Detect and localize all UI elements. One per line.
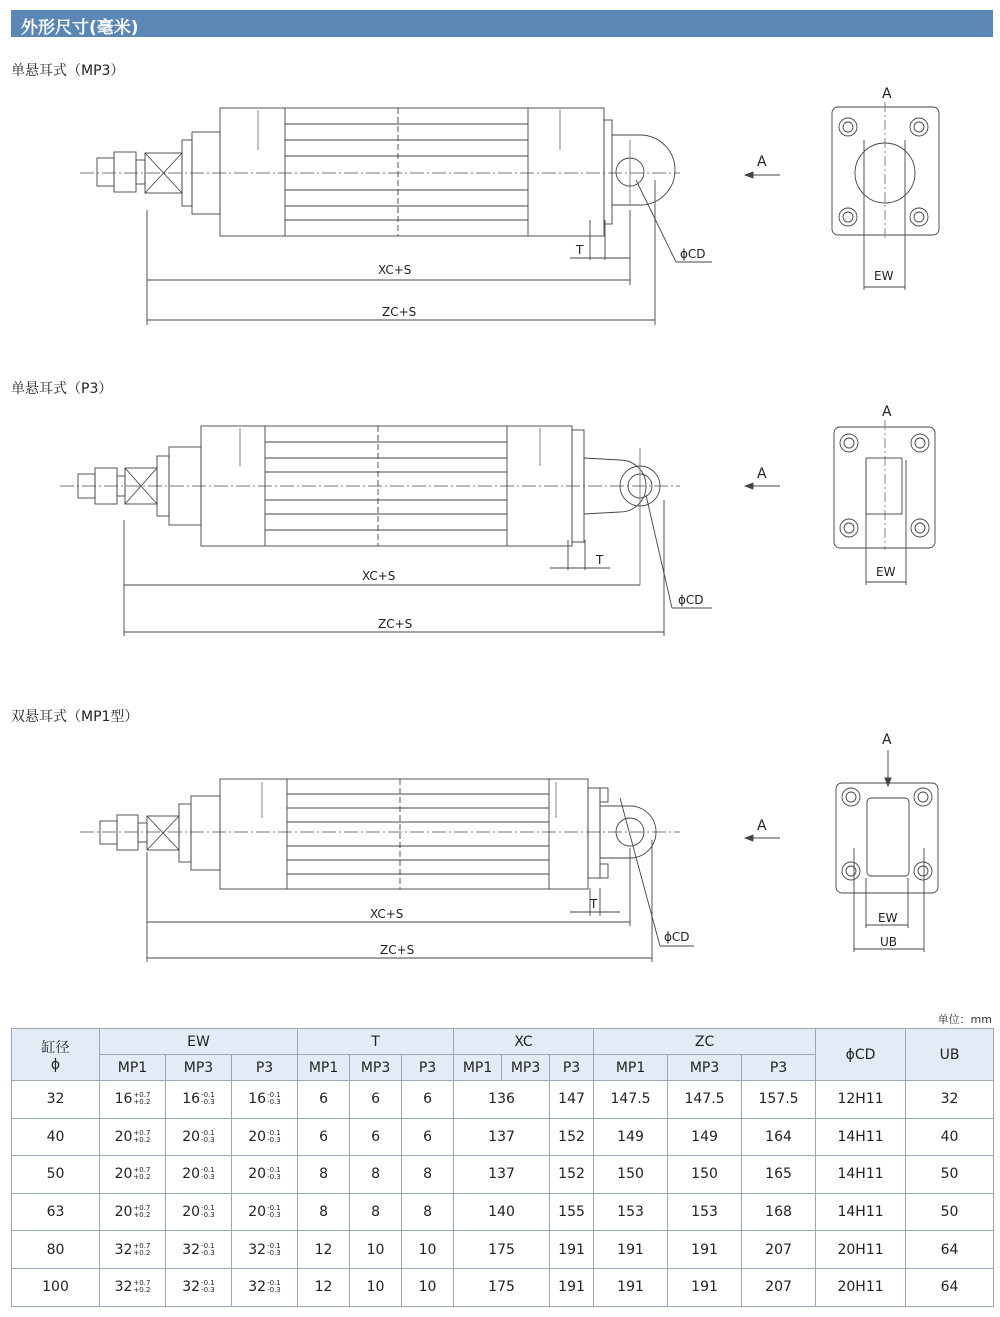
cell-ub: 64 (906, 1231, 994, 1269)
dim-zc-p3: ZC+S (378, 617, 413, 631)
header-ew: EW (100, 1029, 298, 1055)
table-row (12, 1193, 994, 1231)
table-row (12, 1081, 994, 1119)
tolerance: -0.1 -0.3 (267, 1091, 281, 1107)
tolerance: -0.1 -0.3 (201, 1128, 215, 1144)
cell-ew-mp1: 32 +0.7 +0.2 (100, 1268, 166, 1306)
cell-zc-mp1: 153 (594, 1193, 668, 1231)
cell-ew-p3: 20 -0.1 -0.3 (232, 1193, 298, 1231)
cell-t-mp1: 12 (298, 1268, 350, 1306)
sub-zc-mp1: MP1 (594, 1055, 668, 1081)
drawing-mp1 (0, 728, 1000, 968)
cell-bore: 32 (12, 1081, 100, 1119)
cell-xc-mp: 175 (454, 1231, 550, 1269)
table-body (12, 1081, 994, 1307)
cell-ew-mp1: 16 +0.7 +0.2 (100, 1081, 166, 1119)
cell-ew-mp3: 20 -0.1 -0.3 (166, 1118, 232, 1156)
tolerance: -0.1 -0.3 (267, 1279, 281, 1295)
cell-zc-p3: 168 (742, 1193, 816, 1231)
cell-ew-mp3: 20 -0.1 -0.3 (166, 1156, 232, 1194)
drawing-mp3 (0, 80, 1000, 335)
cell-ew-p3: 32 -0.1 -0.3 (232, 1231, 298, 1269)
cell-xc-mp: 140 (454, 1193, 550, 1231)
cell-zc-mp3: 147.5 (668, 1081, 742, 1119)
header-zc: ZC (594, 1029, 816, 1055)
cell-ew-mp1: 20 +0.7 +0.2 (100, 1118, 166, 1156)
arrow-a-p3: A (757, 466, 767, 482)
cell-cd: 14H11 (816, 1193, 906, 1231)
cell-xc-p3: 147 (550, 1081, 594, 1119)
section-label-mp3: 单悬耳式（MP3） (11, 63, 125, 79)
cell-t-mp1: 8 (298, 1193, 350, 1231)
tolerance: +0.7 +0.2 (133, 1204, 151, 1220)
cell-zc-mp1: 191 (594, 1231, 668, 1269)
drawing-p3 (0, 400, 1000, 645)
dim-cd-p3: ϕCD (678, 593, 704, 607)
cell-ub: 50 (906, 1156, 994, 1194)
cell-ew-p3: 20 -0.1 -0.3 (232, 1118, 298, 1156)
view-a-p3: A (882, 404, 892, 420)
header-bore: 缸径 ϕ (12, 1029, 100, 1081)
cell-cd: 14H11 (816, 1118, 906, 1156)
dim-xc-mp1: XC+S (370, 907, 404, 921)
cell-t-mp1: 12 (298, 1231, 350, 1269)
cell-t-p3: 8 (402, 1156, 454, 1194)
tolerance: +0.7 +0.2 (133, 1166, 151, 1182)
cell-zc-mp3: 191 (668, 1268, 742, 1306)
sub-t-mp3: MP3 (350, 1055, 402, 1081)
view-a-mp3: A (882, 86, 892, 102)
cell-t-p3: 8 (402, 1193, 454, 1231)
cell-zc-p3: 207 (742, 1268, 816, 1306)
table-row (12, 1231, 994, 1269)
cell-t-mp3: 10 (350, 1268, 402, 1306)
cell-zc-p3: 165 (742, 1156, 816, 1194)
tolerance: -0.1 -0.3 (267, 1128, 281, 1144)
cell-t-mp1: 6 (298, 1118, 350, 1156)
cell-xc-p3: 191 (550, 1231, 594, 1269)
cell-zc-mp3: 191 (668, 1231, 742, 1269)
cell-ew-p3: 20 -0.1 -0.3 (232, 1156, 298, 1194)
cell-cd: 20H11 (816, 1268, 906, 1306)
header-cd: ϕCD (816, 1029, 906, 1081)
cell-t-mp1: 6 (298, 1081, 350, 1119)
cell-zc-mp1: 147.5 (594, 1081, 668, 1119)
cell-xc-p3: 152 (550, 1118, 594, 1156)
cell-ew-p3: 32 -0.1 -0.3 (232, 1268, 298, 1306)
cell-t-p3: 6 (402, 1081, 454, 1119)
dimension-table (11, 1028, 994, 1307)
dim-t-mp3: T (576, 243, 584, 257)
dim-ew-mp3: EW (874, 269, 894, 283)
view-a-mp1: A (882, 732, 892, 748)
header-t: T (298, 1029, 454, 1055)
cell-zc-p3: 157.5 (742, 1081, 816, 1119)
table-row (12, 1156, 994, 1194)
cell-t-p3: 6 (402, 1118, 454, 1156)
cell-t-mp3: 10 (350, 1231, 402, 1269)
cell-xc-p3: 152 (550, 1156, 594, 1194)
dim-cd-mp3: ϕCD (680, 247, 706, 261)
dim-ub-mp1: UB (880, 935, 898, 949)
tolerance: -0.1 -0.3 (201, 1241, 215, 1257)
cell-zc-mp1: 191 (594, 1268, 668, 1306)
header-xc: XC (454, 1029, 594, 1055)
header-bar (11, 10, 993, 37)
cell-zc-mp3: 150 (668, 1156, 742, 1194)
cell-ub: 32 (906, 1081, 994, 1119)
table-row (12, 1268, 994, 1306)
cell-xc-mp: 175 (454, 1268, 550, 1306)
cell-ew-mp1: 32 +0.7 +0.2 (100, 1231, 166, 1269)
dim-xc-mp3: XC+S (378, 263, 412, 277)
sub-xc-mp1: MP1 (454, 1055, 502, 1081)
dim-xc-p3: XC+S (362, 569, 396, 583)
section-label-mp1: 双悬耳式（MP1型） (11, 709, 139, 725)
cell-bore: 63 (12, 1193, 100, 1231)
cell-bore: 50 (12, 1156, 100, 1194)
tolerance: -0.1 -0.3 (267, 1241, 281, 1257)
table-row (12, 1118, 994, 1156)
tolerance: -0.1 -0.3 (201, 1279, 215, 1295)
dim-t-mp1: T (590, 897, 598, 911)
cell-t-mp3: 6 (350, 1118, 402, 1156)
cell-ew-mp3: 32 -0.1 -0.3 (166, 1231, 232, 1269)
dim-zc-mp3: ZC+S (382, 305, 417, 319)
cell-ew-p3: 16 -0.1 -0.3 (232, 1081, 298, 1119)
cell-bore: 40 (12, 1118, 100, 1156)
sub-zc-p3: P3 (742, 1055, 816, 1081)
sub-t-p3: P3 (402, 1055, 454, 1081)
cell-t-mp1: 8 (298, 1156, 350, 1194)
unit-note: 单位：mm (937, 1013, 992, 1026)
cell-cd: 14H11 (816, 1156, 906, 1194)
arrow-a-mp1: A (757, 818, 767, 834)
cell-bore: 80 (12, 1231, 100, 1269)
sub-xc-p3: P3 (550, 1055, 594, 1081)
cell-t-mp3: 6 (350, 1081, 402, 1119)
sub-t-mp1: MP1 (298, 1055, 350, 1081)
dim-ew-p3: EW (876, 565, 896, 579)
tolerance: +0.7 +0.2 (133, 1279, 151, 1295)
cell-ew-mp3: 20 -0.1 -0.3 (166, 1193, 232, 1231)
cell-cd: 20H11 (816, 1231, 906, 1269)
sub-xc-mp3: MP3 (502, 1055, 550, 1081)
cell-xc-mp: 136 (454, 1081, 550, 1119)
cell-ew-mp3: 16 -0.1 -0.3 (166, 1081, 232, 1119)
cell-ub: 50 (906, 1193, 994, 1231)
cell-zc-mp1: 150 (594, 1156, 668, 1194)
tolerance: +0.7 +0.2 (133, 1091, 151, 1107)
tolerance: -0.1 -0.3 (267, 1204, 281, 1220)
dim-t-p3: T (596, 553, 604, 567)
cell-zc-p3: 207 (742, 1231, 816, 1269)
cell-ub: 64 (906, 1268, 994, 1306)
section-label-p3: 单悬耳式（P3） (11, 381, 113, 397)
dim-ew-mp1: EW (878, 911, 898, 925)
dim-cd-mp1: ϕCD (664, 930, 690, 944)
page-title: 外形尺寸(毫米) (21, 18, 139, 38)
arrow-a-mp3: A (757, 154, 767, 170)
tolerance: -0.1 -0.3 (267, 1166, 281, 1182)
cell-xc-p3: 155 (550, 1193, 594, 1231)
tolerance: -0.1 -0.3 (201, 1166, 215, 1182)
cell-zc-p3: 164 (742, 1118, 816, 1156)
header-ub: UB (906, 1029, 994, 1081)
cell-ew-mp1: 20 +0.7 +0.2 (100, 1156, 166, 1194)
cell-bore: 100 (12, 1268, 100, 1306)
sub-ew-p3: P3 (232, 1055, 298, 1081)
cell-t-p3: 10 (402, 1268, 454, 1306)
tolerance: +0.7 +0.2 (133, 1241, 151, 1257)
tolerance: +0.7 +0.2 (133, 1128, 151, 1144)
cell-t-mp3: 8 (350, 1156, 402, 1194)
cell-zc-mp3: 153 (668, 1193, 742, 1231)
tolerance: -0.1 -0.3 (201, 1204, 215, 1220)
dim-zc-mp1: ZC+S (380, 943, 415, 957)
tolerance: -0.1 -0.3 (201, 1091, 215, 1107)
cell-ew-mp3: 32 -0.1 -0.3 (166, 1268, 232, 1306)
cell-zc-mp3: 149 (668, 1118, 742, 1156)
cell-xc-mp: 137 (454, 1118, 550, 1156)
cell-zc-mp1: 149 (594, 1118, 668, 1156)
cell-cd: 12H11 (816, 1081, 906, 1119)
cell-ub: 40 (906, 1118, 994, 1156)
sub-ew-mp1: MP1 (100, 1055, 166, 1081)
cell-xc-p3: 191 (550, 1268, 594, 1306)
sub-ew-mp3: MP3 (166, 1055, 232, 1081)
cell-xc-mp: 137 (454, 1156, 550, 1194)
cell-t-p3: 10 (402, 1231, 454, 1269)
cell-ew-mp1: 20 +0.7 +0.2 (100, 1193, 166, 1231)
sub-zc-mp3: MP3 (668, 1055, 742, 1081)
cell-t-mp3: 8 (350, 1193, 402, 1231)
